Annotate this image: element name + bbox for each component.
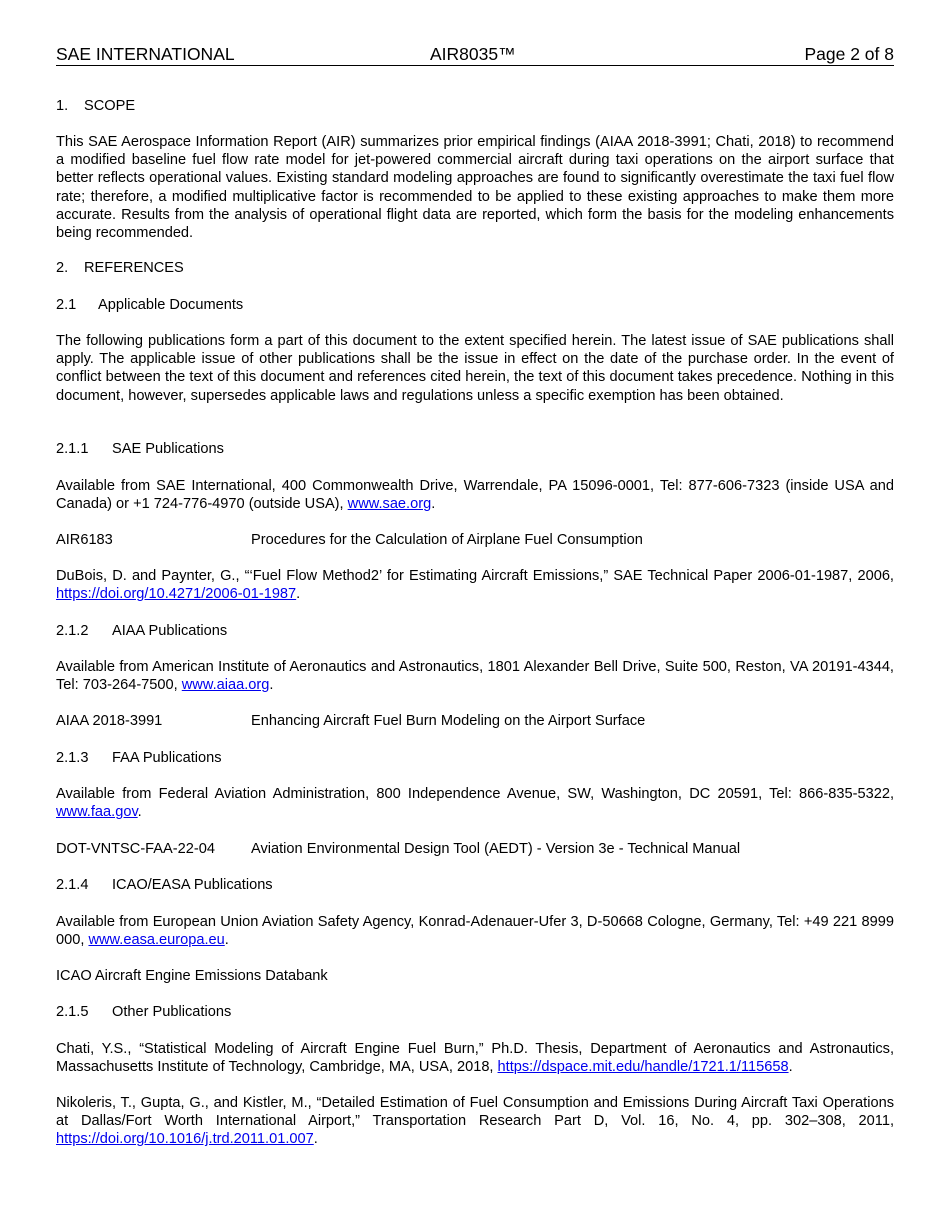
section-1-body: This SAE Aerospace Information Report (AIR) summarizes prior empirical findings (AIAA 2018-3991; Chati, 2018) to recommend a modified baseline fuel flow rate model for jet-powered commercial aircraft during taxi operations on the airport surface that better reflects operational values. Existing standard modeling approaches are found to significantly overestimate the taxi fuel flow rate; therefore, a modified multiplicative factor is recommended to be applied to these existing approaches to make them more accurate. Results from the analysis of operational flight data are reported, which form the basis for the modeling enhancements being recommended. bbox=[56, 134, 894, 242]
easa-availability: Available from European Union Aviation Safety Agency, Konrad-Adenauer-Ufer 3, D-50668 Cologne, Germany, Tel: +49 221 8999 000, www.easa.europa.eu. bbox=[56, 914, 894, 949]
dubois-doi-link[interactable]: https://doi.org/10.4271/2006-01-1987 bbox=[56, 586, 297, 603]
section-2-1-2-heading: 2.1.2 AIAA Publications bbox=[56, 623, 228, 639]
section-2-1-5-heading: 2.1.5 Other Publications bbox=[56, 1004, 232, 1020]
section-1-heading: 1. SCOPE bbox=[56, 98, 136, 114]
ref-aiaa-2018-3991: AIAA 2018-3991 Enhancing Aircraft Fuel Burn Modeling on the Airport Surface bbox=[56, 713, 646, 729]
chati-thesis-link[interactable]: https://dspace.mit.edu/handle/1721.1/115658 bbox=[497, 1059, 789, 1076]
page-header bbox=[56, 44, 894, 66]
ref-dubois: DuBois, D. and Paynter, G., “‘Fuel Flow Method2’ for Estimating Aircraft Emissions,” SAE Technical Paper 2006-01-1987, 2006, https://doi.org/10.4271/2006-01-1987. bbox=[56, 568, 894, 603]
aiaa-availability: Available from American Institute of Aeronautics and Astronautics, 1801 Alexander Bell Drive, Suite 500, Reston, VA 20191-4344, Tel: 703-264-7500, www.aiaa.org. bbox=[56, 659, 894, 694]
sae-availability: Available from SAE International, 400 Commonwealth Drive, Warrendale, PA 15096-0001, Tel: 877-606-7323 (inside USA and Canada) or +1 724-776-4970 (outside USA), www.sae.org. bbox=[56, 478, 894, 513]
easa-link[interactable]: www.easa.europa.eu bbox=[88, 932, 225, 949]
section-2-1-4-heading: 2.1.4 ICAO/EASA Publications bbox=[56, 877, 273, 893]
sae-link[interactable]: www.sae.org bbox=[347, 496, 432, 513]
header-page-number: Page 2 of 8 bbox=[804, 44, 894, 64]
header-doc-number: AIR8035™ bbox=[430, 44, 516, 64]
section-2-1-heading: 2.1 Applicable Documents bbox=[56, 297, 244, 313]
faa-link[interactable]: www.faa.gov bbox=[56, 804, 138, 821]
ref-icao-databank: ICAO Aircraft Engine Emissions Databank bbox=[56, 968, 328, 984]
section-2-1-body: The following publications form a part of this document to the extent specified herein. The latest issue of SAE publications shall apply. The applicable issue of other publications shall be the issue in effect on the date of the purchase order. In the event of conflict between the text of this document and references cited herein, the text of this document takes precedence. Nothing in this document, however, supersedes applicable laws and regulations unless a specific exemption has been obtained. bbox=[56, 333, 894, 404]
section-2-1-1-heading: 2.1.1 SAE Publications bbox=[56, 441, 224, 457]
section-2-heading: 2. REFERENCES bbox=[56, 260, 184, 276]
header-org: SAE INTERNATIONAL bbox=[56, 44, 235, 64]
section-2-1-3-heading: 2.1.3 FAA Publications bbox=[56, 750, 222, 766]
ref-air6183: AIR6183 Procedures for the Calculation of Airplane Fuel Consumption bbox=[56, 532, 643, 548]
ref-chati: Chati, Y.S., “Statistical Modeling of Aircraft Engine Fuel Burn,” Ph.D. Thesis, Department of Aeronautics and Astronautics, Massachusetts Institute of Technology, Cambridge, MA, USA, 2018, https://dspace.mit.edu/handle/1721.1/115658. bbox=[56, 1041, 894, 1076]
ref-aedt-manual: DOT-VNTSC-FAA-22-04 Aviation Environmental Design Tool (AEDT) - Version 3e - Technical Manual bbox=[56, 841, 741, 857]
nikoleris-doi-link[interactable]: https://doi.org/10.1016/j.trd.2011.01.007 bbox=[56, 1131, 314, 1148]
ref-nikoleris: Nikoleris, T., Gupta, G., and Kistler, M., “Detailed Estimation of Fuel Consumption and Emissions During Aircraft Taxi Operations at Dallas/Fort Worth International Airport,” Transportation Research Part D, Vol. 16, No. 4, pp. 302–308, 2011, https://doi.org/10.1016/j.trd.2011.01.007. bbox=[56, 1095, 894, 1148]
aiaa-link[interactable]: www.aiaa.org bbox=[181, 677, 270, 694]
faa-availability: Available from Federal Aviation Administration, 800 Independence Avenue, SW, Washington, DC 20591, Tel: 866-835-5322, www.faa.gov. bbox=[56, 786, 894, 821]
